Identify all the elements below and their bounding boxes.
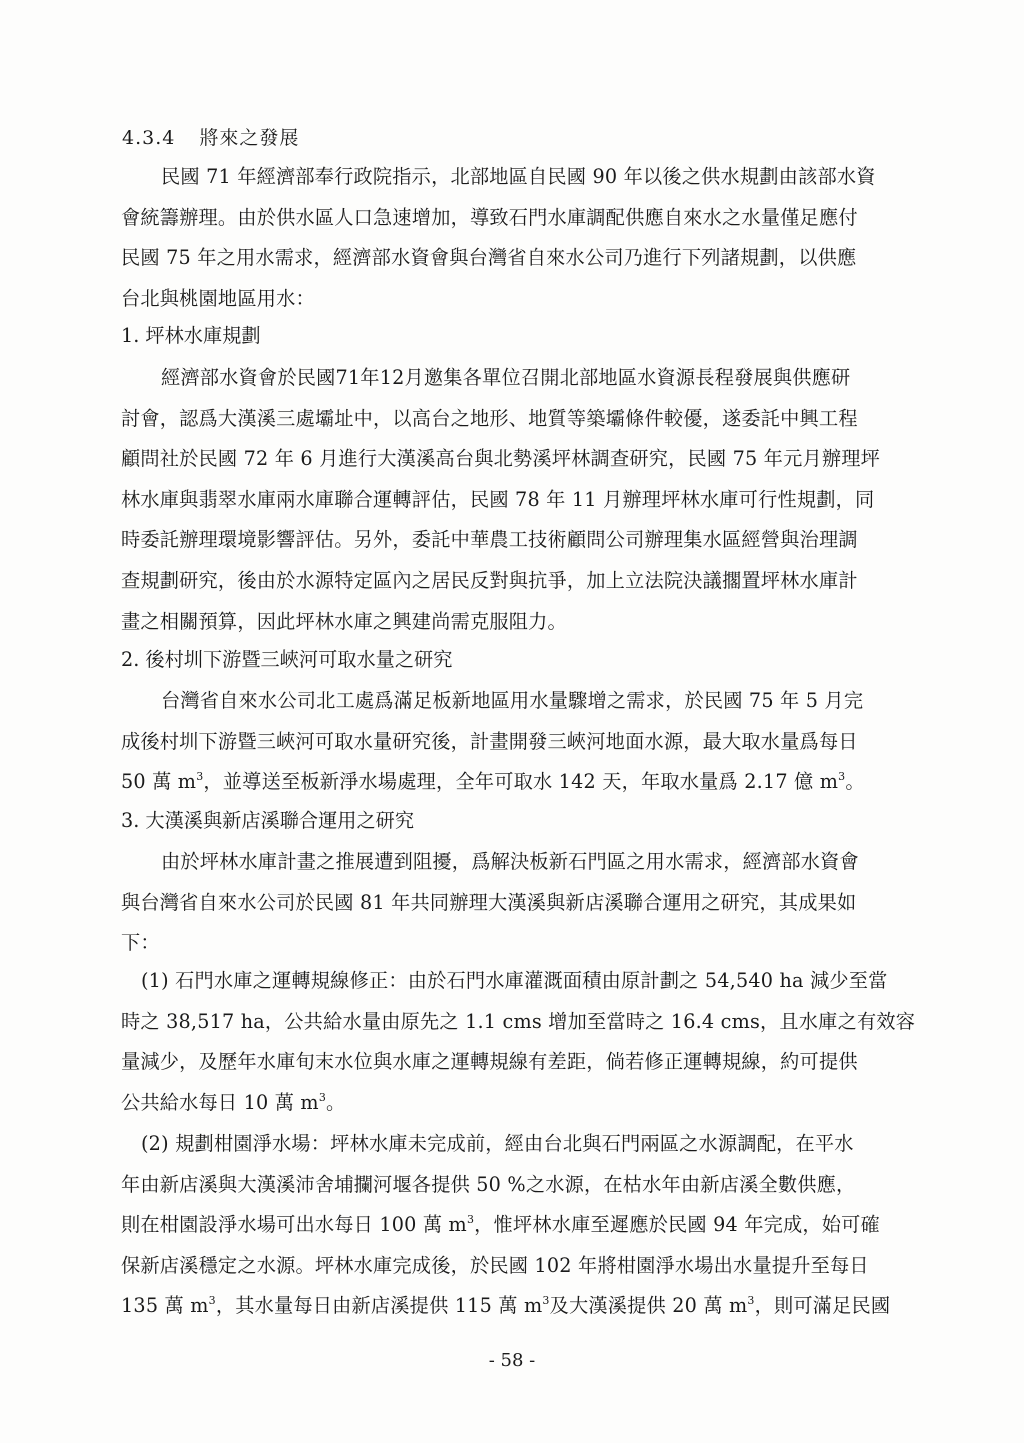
item-heading-2: 2. 後村圳下游暨三峽河可取水量之研究 bbox=[121, 648, 453, 671]
paragraph-line: 與台灣省自來水公司於民國 81 年共同辦理大漢溪與新店溪聯合運用之研究，其成果如 bbox=[121, 890, 857, 914]
section-title: 將來之發展 bbox=[199, 127, 300, 149]
text-run: 及大漢溪提供 20 萬 m bbox=[549, 1294, 748, 1318]
intro-paragraph bbox=[121, 157, 921, 319]
text-run: 50 萬 m bbox=[121, 770, 197, 794]
paragraph-line: 下： bbox=[121, 931, 160, 955]
item1-paragraph bbox=[121, 358, 921, 642]
paragraph-line: 年由新店溪與大漢溪沛舍埔攔河堰各提供 50 %之水源，在枯水年由新店溪全數供應， bbox=[121, 1172, 856, 1196]
superscript: 3 bbox=[838, 770, 846, 784]
paragraph-line bbox=[121, 1205, 921, 1246]
superscript: 3 bbox=[318, 1090, 327, 1104]
subitem-1-paragraph bbox=[121, 961, 921, 1123]
paragraph-line: 台灣省自來水公司北工處爲滿足板新地區用水量驟增之需求，於民國 75 年 5 月完 bbox=[161, 689, 864, 712]
item3-paragraph bbox=[121, 842, 921, 964]
superscript: 3 bbox=[747, 1294, 755, 1308]
text-run: ，其水量每日由新店溪提供 115 萬 m bbox=[215, 1294, 543, 1318]
paragraph-line: 經濟部水資會於民國71年12月邀集各單位召開北部地區水資源長程發展與供應研 bbox=[161, 366, 851, 389]
paragraph-line: 民國 75 年之用水需求，經濟部水資會與台灣省自來水公司乃進行下列諸規劃，以供應 bbox=[121, 246, 857, 270]
paragraph-line: 成後村圳下游暨三峽河可取水量研究後，計畫開發三峽河地面水源，最大取水量爲每日 bbox=[121, 729, 858, 753]
section-number: 4.3.4 bbox=[122, 127, 176, 149]
paragraph-line: (2) 規劃柑園淨水場：坪林水庫未完成前，經由台北與石門兩區之水源調配，在平水 bbox=[141, 1132, 854, 1155]
superscript: 3 bbox=[542, 1294, 550, 1308]
paragraph-line: 查規劃研究，後由於水源特定區內之居民反對與抗爭，加上立法院決議擱置坪林水庫計 bbox=[121, 568, 858, 592]
paragraph-line: 討會，認爲大漢溪三處壩址中，以高台之地形、地質等築壩條件較優，遂委託中興工程 bbox=[121, 406, 858, 430]
text-run: 則在柑園設淨水場可出水每日 100 萬 m bbox=[121, 1213, 467, 1237]
item-heading-1: 1. 坪林水庫規劃 bbox=[121, 324, 261, 347]
paragraph-line bbox=[121, 1286, 921, 1327]
paragraph-line: 畫之相關預算，因此坪林水庫之興建尚需克服阻力。 bbox=[121, 609, 567, 633]
paragraph-line: 保新店溪穩定之水源。坪林水庫完成後，於民國 102 年將柑園淨水場出水量提升至每日 bbox=[121, 1253, 869, 1277]
paragraph-line: 量減少，及歷年水庫旬末水位與水庫之運轉規線有差距，倘若修正運轉規線，約可提供 bbox=[121, 1050, 858, 1074]
item2-paragraph bbox=[121, 681, 921, 803]
superscript: 3 bbox=[466, 1213, 475, 1227]
paragraph-line: 台北與桃園地區用水： bbox=[121, 286, 315, 310]
text-run: ，惟坪林水庫至遲應於民國 94 年完成，始可確 bbox=[474, 1213, 880, 1237]
text-run: 。 bbox=[845, 770, 865, 794]
paragraph-line: 會統籌辦理。由於供水區人口急速增加，導致石門水庫調配供應自來水之水量僅足應付 bbox=[121, 205, 858, 229]
paragraph-line: (1) 石門水庫之運轉規線修正：由於石門水庫灌溉面積由原計劃之 54,540 ha 減少至當 bbox=[141, 969, 888, 992]
text-run: ，並導送至板新淨水場處理，全年可取水 142 天，年取水量爲 2.17 億 m bbox=[203, 770, 839, 794]
paragraph-line bbox=[121, 762, 921, 803]
page-number: - 58 - bbox=[488, 1350, 536, 1371]
superscript: 3 bbox=[208, 1294, 216, 1308]
text-run: 135 萬 m bbox=[121, 1294, 209, 1318]
text-run: ，則可滿足民國 bbox=[754, 1294, 891, 1318]
section-heading bbox=[122, 123, 299, 150]
subitem-2-paragraph bbox=[121, 1124, 921, 1327]
text-run: 。 bbox=[326, 1090, 346, 1114]
paragraph-line: 民國 71 年經濟部奉行政院指示，北部地區自民國 90 年以後之供水規劃由該部水資 bbox=[161, 165, 876, 188]
paragraph-line bbox=[121, 1083, 921, 1124]
paragraph-line: 林水庫與翡翠水庫兩水庫聯合運轉評估，民國 78 年 11 月辦理坪林水庫可行性規劃，同 bbox=[121, 487, 875, 511]
superscript: 3 bbox=[196, 770, 204, 784]
paragraph-line: 顧問社於民國 72 年 6 月進行大漢溪高台與北勢溪坪林調查研究，民國 75 年元月辦理坪 bbox=[121, 447, 881, 471]
paragraph-line: 時委託辦理環境影響評估。另外，委託中華農工技術顧問公司辦理集水區經營與治理調 bbox=[121, 528, 858, 552]
paragraph-line: 時之 38,517 ha，公共給水量由原先之 1.1 cms 增加至當時之 16.4 cms，且水庫之有效容 bbox=[121, 1009, 916, 1033]
paragraph-line: 由於坪林水庫計畫之推展遭到阻擾，爲解決板新石門區之用水需求，經濟部水資會 bbox=[161, 850, 859, 873]
item-heading-3: 3. 大漢溪與新店溪聯合運用之研究 bbox=[121, 809, 415, 832]
text-run: 公共給水每日 10 萬 m bbox=[121, 1090, 319, 1114]
